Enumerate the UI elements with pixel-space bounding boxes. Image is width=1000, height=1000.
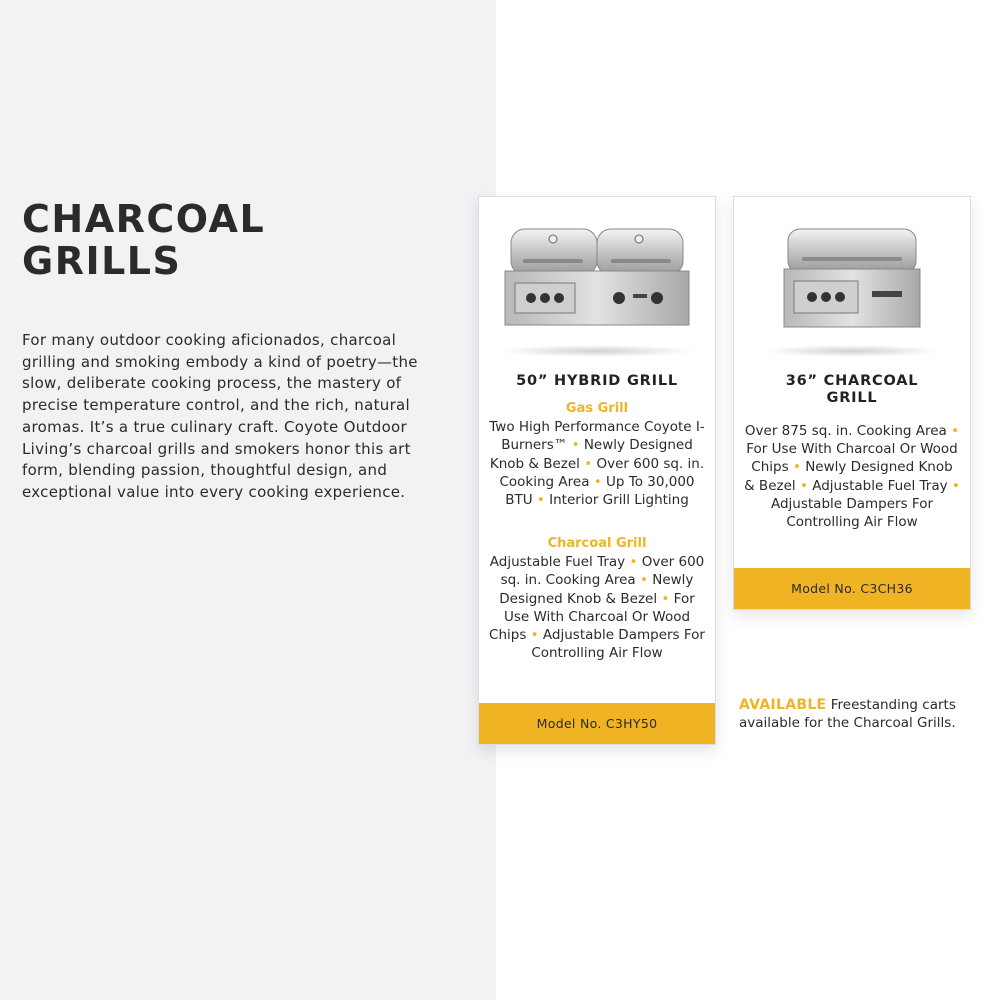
charcoal-grill-heading: Charcoal Grill (547, 536, 647, 551)
bullet-dot-icon: • (639, 572, 648, 589)
bullet-dot-icon: • (629, 554, 638, 571)
spec-item: Interior Grill Lighting (549, 492, 689, 509)
spec-item: For Use With Charcoal Or Wood Chips (746, 441, 958, 476)
spec-item: For Use With Charcoal Or Wood Chips (489, 590, 695, 644)
product-card-hybrid (478, 196, 716, 745)
charcoal-36-specs (744, 422, 960, 531)
spec-item: Over 600 sq. in. Cooking Area (499, 455, 705, 490)
page-title (22, 198, 462, 282)
bullet-dot-icon: • (536, 492, 545, 509)
page-title-line-2: GRILLS (22, 239, 182, 283)
intro-panel (0, 0, 496, 1000)
spec-item: Over 875 sq. in. Cooking Area (744, 423, 947, 439)
spec-item: Two High Performance Coyote I-Burners™ (489, 419, 705, 454)
gas-grill-heading: Gas Grill (565, 401, 629, 416)
availability-note (739, 696, 969, 732)
product-card-charcoal (733, 196, 971, 610)
availability-text: Freestanding carts available for the Charcoal Grills. (739, 697, 956, 732)
spec-item: Up To 30,000 BTU (505, 473, 695, 509)
spec-item: Adjustable Dampers For Controlling Air Flow (770, 495, 934, 531)
bullet-dot-icon: • (799, 477, 808, 494)
charcoal-grill-specs (489, 535, 705, 662)
spec-item: Newly Designed Knob & Bezel (499, 572, 694, 607)
spec-item: Adjustable Dampers For Controlling Air Flow (531, 627, 705, 662)
gas-grill-specs (489, 400, 705, 509)
bullet-dot-icon: • (571, 437, 580, 454)
bullet-dot-icon: • (530, 627, 539, 644)
intro-paragraph: For many outdoor cooking aficionados, charcoal grilling and smoking embody a kind of poetry—the slow, deliberate cooking process, the mastery of precise temperature control, and the rich, natural aromas. It’s a true culinary craft. Coyote Outdoor Living’s charcoal grills and smokers honor this art form, blending passion, thoughtful design, and exceptional value into every cooking experience. (22, 331, 418, 501)
spec-item: Newly Designed Knob & Bezel (744, 459, 953, 494)
spec-item: Newly Designed Knob & Bezel (489, 437, 693, 472)
bullet-dot-icon: • (584, 455, 593, 472)
bullet-dot-icon: • (951, 477, 960, 494)
availability-label: AVAILABLE (739, 697, 827, 713)
hybrid-grill-image (479, 219, 715, 359)
charcoal-grill-illustration (742, 219, 962, 359)
charcoal-grill-title (742, 373, 962, 407)
model-number-bar: Model No. C3HY50 (479, 703, 715, 744)
spec-item: Adjustable Fuel Tray (812, 477, 948, 494)
page-title-line-1: CHARCOAL (22, 197, 266, 241)
bullet-dot-icon: • (661, 590, 670, 607)
spec-item: Over 600 sq. in. Cooking Area (500, 554, 705, 589)
charcoal-grill-title-line-2: GRILL (826, 390, 878, 406)
bullet-dot-icon: • (792, 459, 801, 476)
hybrid-grill-illustration (487, 219, 707, 359)
bullet-dot-icon: • (593, 473, 602, 490)
charcoal-grill-image (734, 219, 970, 359)
hybrid-grill-title: 50” HYBRID GRILL (516, 373, 678, 389)
model-number-bar: Model No. C3CH36 (734, 568, 970, 609)
spec-item: Adjustable Fuel Tray (489, 554, 626, 571)
bullet-dot-icon: • (951, 423, 960, 439)
charcoal-grill-title-line-1: 36” CHARCOAL (785, 373, 919, 389)
